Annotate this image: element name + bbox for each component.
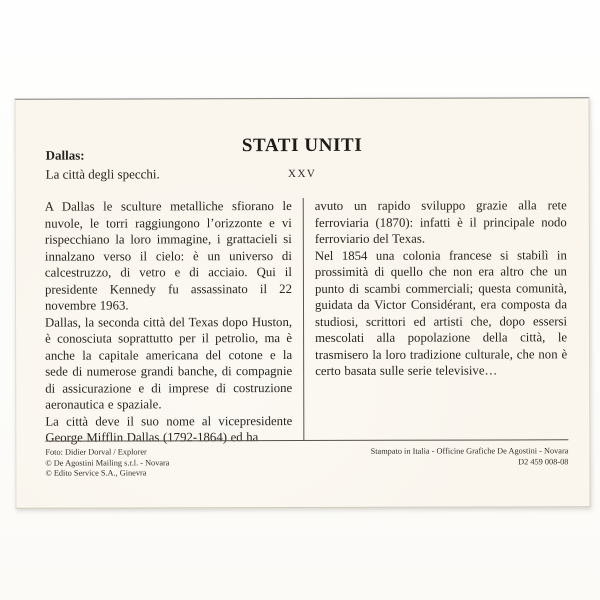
series-numeral: XXV xyxy=(287,167,317,181)
footer-rule xyxy=(45,439,568,441)
paragraph: La città deve il suo nome al vicepresidente George Mifflin Dallas (1792-1864) ed ha xyxy=(45,413,293,445)
right-column xyxy=(315,197,567,379)
credits xyxy=(45,446,568,479)
card-footer xyxy=(45,439,568,479)
card-title: STATI UNITI xyxy=(241,134,363,157)
catalog-number: D2 459 008-08 xyxy=(518,456,569,466)
credits-left xyxy=(45,447,169,479)
paragraph: Nel 1854 una colonia francese si stabilì in prossimità di quello che non era altro che un punto di scambi commerciali; questa comunità, guidata da Victor Considérant, era composta da studiosi, scrittori ed artisti che, dopo essersi mescolati alla popolazione della città, le trasmisero la loro tradizione culturale, che non è certo basata sulle serie televisive… xyxy=(314,247,568,378)
paragraph: avuto un rapido sviluppo grazie alla rete ferroviaria (1870): infatti è il principale nodo ferroviario del Texas. xyxy=(314,198,567,246)
paragraph: A Dallas le sculture metalliche sfiorano le nuvole, le torri raggiungono l’orizzonte e vi rispecchiano la loro immagine, i grattacieli si innalzano verso il cielo: è un universo di calcestruzzo, di vetro e di acciaio. Qui il presidente Kennedy fu assassinato il 22 novembre 1963. xyxy=(44,199,292,313)
paragraph: Dallas, la seconda città del Texas dopo Huston, è conosciuta soprattutto per il petrolio, ma è anche la capitale americana del cotone e la sede di numerose grandi banche, di compagnie di assicurazione e di imprese di costruzione aeronautica e spaziale. xyxy=(45,314,293,412)
photo-credit-line: Foto: Didier Dorval / Explorer xyxy=(45,447,147,457)
column-divider xyxy=(303,198,305,441)
card-header-center xyxy=(16,134,589,180)
place-name: Dallas: xyxy=(45,147,85,163)
copyright-line: © De Agostini Mailing s.r.l. - Novara xyxy=(45,457,170,468)
copyright-line: © Edito Service S.A., Ginevra xyxy=(45,468,147,478)
left-column xyxy=(45,198,293,446)
card-subtitle: La città degli specchi. xyxy=(45,166,160,182)
postcard-back xyxy=(14,97,590,509)
text-columns xyxy=(45,197,569,446)
print-credit-line: Stampato in Italia - Officine Grafiche De Agostini - Novara xyxy=(370,446,569,456)
credits-right xyxy=(371,446,569,478)
